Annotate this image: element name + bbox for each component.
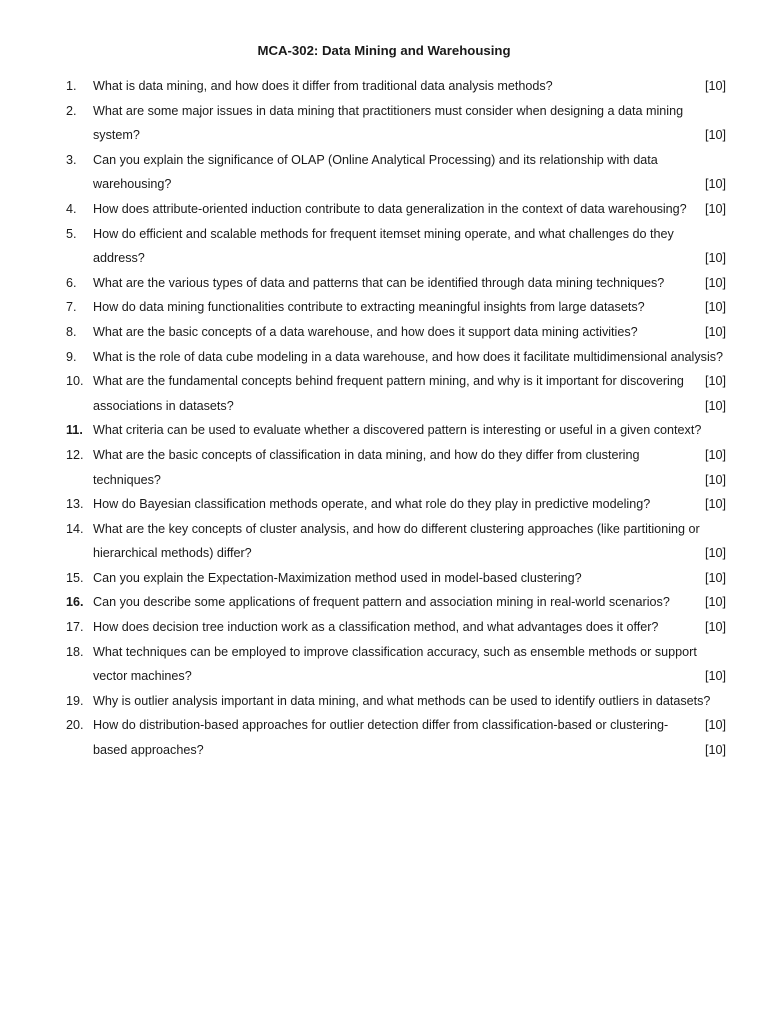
question-text: What criteria can be used to evaluate whether a discovered pattern is interesting or useful in a given context? [93, 423, 702, 438]
question-item [66, 345, 726, 389]
question-text: How does decision tree induction work as a classification method, and what advantages does it offer? [93, 620, 659, 635]
question-number: 19. [66, 693, 84, 708]
question-item [66, 74, 726, 99]
question-item [66, 271, 726, 296]
question-number: 7. [66, 300, 77, 315]
question-number: 16. [66, 595, 84, 610]
question-marks: [10] [704, 324, 726, 339]
question-text: How does attribute-oriented induction contribute to data generalization in the context of data warehousing? [93, 201, 687, 216]
question-item [66, 148, 726, 197]
question-text: What are the basic concepts of classification in data mining, and how do they differ from clustering techniques? [93, 447, 640, 487]
question-number: 9. [66, 349, 77, 364]
question-number: 1. [66, 79, 77, 93]
question-number: 6. [66, 275, 77, 290]
question-marks: [10] [704, 620, 726, 635]
question-number: 10. [66, 374, 84, 389]
question-item [66, 713, 726, 762]
question-marks: [10] [704, 447, 726, 462]
question-item [66, 222, 726, 271]
question-text: What are the basic concepts of a data warehouse, and how does it support data mining activities? [93, 324, 638, 339]
question-number: 17. [66, 620, 84, 635]
question-marks: [10] [704, 669, 726, 684]
question-text: How do Bayesian classification methods operate, and what role do they play in predictive modeling? [93, 497, 651, 512]
question-text: What is the role of data cube modeling in a data warehouse, and how does it facilitate multidimensional analysis? [93, 349, 724, 364]
question-marks: [10] [704, 570, 726, 585]
question-text: What are some major issues in data mining that practitioners must consider when designing a data mining system? [93, 103, 684, 143]
question-item [66, 517, 726, 566]
question-text: Can you describe some applications of frequent pattern and association mining in real-world scenarios? [93, 595, 670, 610]
question-number: 12. [66, 447, 84, 462]
question-marks: [10] [704, 201, 726, 216]
question-marks: [10] [704, 718, 726, 733]
question-number: 2. [66, 103, 77, 118]
question-item [66, 640, 726, 689]
question-text: Why is outlier analysis important in data mining, and what methods can be used to identify outliers in datasets? [93, 693, 711, 708]
question-marks: [10] [704, 595, 726, 610]
question-number: 20. [66, 718, 84, 733]
question-number: 11. [66, 423, 83, 438]
question-number: 15. [66, 570, 84, 585]
question-item [66, 590, 726, 615]
question-marks: [10] [704, 398, 726, 413]
question-text: What are the various types of data and patterns that can be identified through data mining techniques? [93, 275, 665, 290]
question-text: What is data mining, and how does it differ from traditional data analysis methods? [93, 79, 553, 93]
question-number: 18. [66, 644, 84, 659]
question-text: What are the key concepts of cluster analysis, and how do different clustering approaches (like partitioning or hierarchical methods) differ? [93, 521, 700, 561]
question-number: 8. [66, 324, 77, 339]
question-number: 5. [66, 226, 77, 241]
question-text: Can you explain the significance of OLAP (Online Analytical Processing) and its relationship with data warehousing? [93, 152, 658, 192]
question-marks: [10] [704, 374, 726, 389]
question-list [66, 74, 726, 763]
question-item [66, 197, 726, 222]
question-item [66, 615, 726, 640]
question-item [66, 295, 726, 320]
paper-title: MCA-302: Data Mining and Warehousing [257, 43, 511, 58]
question-item [66, 99, 726, 148]
question-text: Can you explain the Expectation-Maximization method used in model-based clustering? [93, 570, 582, 585]
question-text: How do efficient and scalable methods for frequent itemset mining operate, and what challenges do they address? [93, 226, 674, 266]
question-marks: [10] [704, 300, 726, 315]
question-number: 13. [66, 497, 84, 512]
question-item [66, 369, 726, 418]
question-marks: [10] [704, 497, 726, 512]
question-item [66, 492, 726, 517]
question-marks: [10] [704, 275, 726, 290]
question-text: What techniques can be employed to improve classification accuracy, such as ensemble methods or support vector machines? [93, 644, 697, 684]
question-marks: [10] [704, 128, 726, 143]
question-number: 14. [66, 521, 84, 536]
question-number: 4. [66, 201, 77, 216]
question-marks: [10] [704, 472, 726, 487]
question-marks: [10] [704, 251, 726, 266]
question-text: How do distribution-based approaches for outlier detection differ from classification-based or clustering-based approaches? [93, 718, 669, 758]
question-number: 3. [66, 152, 77, 167]
question-marks: [10] [704, 743, 726, 758]
question-text: What are the fundamental concepts behind frequent pattern mining, and why is it important for discovering associations in datasets? [93, 374, 684, 413]
question-item [66, 443, 726, 492]
question-marks: [10] [704, 546, 726, 561]
question-marks: [10] [704, 79, 726, 93]
question-item [66, 320, 726, 345]
question-text: How do data mining functionalities contribute to extracting meaningful insights from large datasets? [93, 300, 645, 315]
question-marks: [10] [704, 177, 726, 192]
question-item [66, 566, 726, 591]
